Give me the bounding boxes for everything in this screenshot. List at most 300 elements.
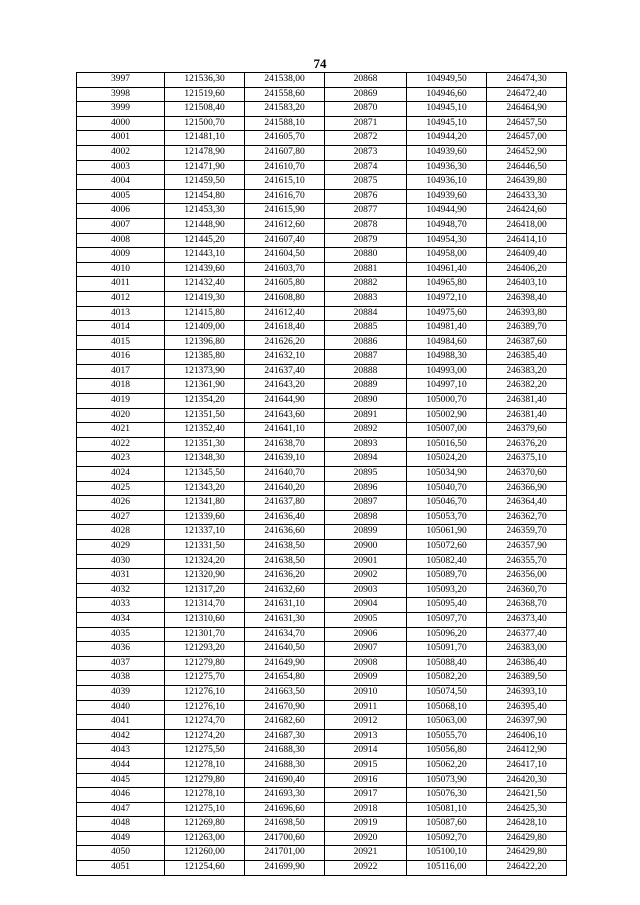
y-coordinate-left: 241649,90 (245, 656, 325, 671)
x-coordinate-right: 105007,00 (407, 423, 487, 438)
point-number-right: 20907 (325, 642, 407, 657)
point-number-left: 4035 (77, 627, 165, 642)
point-number-left: 4007 (77, 218, 165, 233)
x-coordinate-right: 105081,10 (407, 802, 487, 817)
x-coordinate-left: 121269,80 (165, 817, 245, 832)
y-coordinate-left: 241626,20 (245, 335, 325, 350)
y-coordinate-right: 246381,40 (487, 394, 567, 409)
table-row (77, 335, 567, 350)
point-number-left: 4017 (77, 364, 165, 379)
point-number-left: 4005 (77, 189, 165, 204)
point-number-right: 20913 (325, 729, 407, 744)
y-coordinate-left: 241615,90 (245, 204, 325, 219)
y-coordinate-left: 241670,90 (245, 700, 325, 715)
point-number-left: 4045 (77, 773, 165, 788)
table-row (77, 496, 567, 511)
point-number-left: 4025 (77, 481, 165, 496)
x-coordinate-left: 121345,50 (165, 467, 245, 482)
point-number-right: 20880 (325, 248, 407, 263)
point-number-right: 20882 (325, 277, 407, 292)
point-number-left: 4024 (77, 467, 165, 482)
y-coordinate-right: 246386,40 (487, 656, 567, 671)
table-row (77, 364, 567, 379)
y-coordinate-right: 246397,90 (487, 715, 567, 730)
point-number-right: 20879 (325, 233, 407, 248)
y-coordinate-right: 246383,00 (487, 642, 567, 657)
point-number-left: 4037 (77, 656, 165, 671)
table-row (77, 452, 567, 467)
point-number-left: 4015 (77, 335, 165, 350)
point-number-left: 4009 (77, 248, 165, 263)
point-number-right: 20909 (325, 671, 407, 686)
point-number-left: 4050 (77, 846, 165, 861)
point-number-right: 20906 (325, 627, 407, 642)
point-number-left: 4026 (77, 496, 165, 511)
coordinates-table (76, 72, 567, 876)
x-coordinate-left: 121361,90 (165, 379, 245, 394)
x-coordinate-right: 105016,50 (407, 437, 487, 452)
point-number-right: 20886 (325, 335, 407, 350)
point-number-right: 20896 (325, 481, 407, 496)
point-number-left: 4020 (77, 408, 165, 423)
point-number-left: 4012 (77, 291, 165, 306)
y-coordinate-left: 241636,20 (245, 569, 325, 584)
table-row (77, 379, 567, 394)
y-coordinate-right: 246360,70 (487, 583, 567, 598)
y-coordinate-left: 241699,90 (245, 861, 325, 876)
point-number-right: 20878 (325, 218, 407, 233)
y-coordinate-right: 246362,70 (487, 510, 567, 525)
x-coordinate-right: 105040,70 (407, 481, 487, 496)
point-number-right: 20921 (325, 846, 407, 861)
x-coordinate-left: 121275,70 (165, 671, 245, 686)
y-coordinate-right: 246421,50 (487, 788, 567, 803)
x-coordinate-right: 105082,40 (407, 554, 487, 569)
x-coordinate-left: 121293,20 (165, 642, 245, 657)
x-coordinate-left: 121481,10 (165, 131, 245, 146)
y-coordinate-right: 246414,10 (487, 233, 567, 248)
y-coordinate-left: 241638,50 (245, 554, 325, 569)
point-number-right: 20873 (325, 145, 407, 160)
x-coordinate-right: 104961,40 (407, 262, 487, 277)
y-coordinate-right: 246389,70 (487, 321, 567, 336)
y-coordinate-left: 241631,30 (245, 612, 325, 627)
point-number-left: 4051 (77, 861, 165, 876)
table-row (77, 729, 567, 744)
x-coordinate-left: 121278,10 (165, 758, 245, 773)
point-number-left: 4046 (77, 788, 165, 803)
x-coordinate-left: 121448,90 (165, 218, 245, 233)
y-coordinate-right: 246425,30 (487, 802, 567, 817)
y-coordinate-left: 241643,20 (245, 379, 325, 394)
x-coordinate-right: 104944,20 (407, 131, 487, 146)
y-coordinate-left: 241631,10 (245, 598, 325, 613)
y-coordinate-right: 246412,90 (487, 744, 567, 759)
point-number-right: 20884 (325, 306, 407, 321)
point-number-right: 20898 (325, 510, 407, 525)
y-coordinate-left: 241632,10 (245, 350, 325, 365)
x-coordinate-right: 104949,50 (407, 73, 487, 88)
x-coordinate-left: 121276,10 (165, 700, 245, 715)
table-row (77, 846, 567, 861)
point-number-left: 4040 (77, 700, 165, 715)
table-row (77, 233, 567, 248)
x-coordinate-left: 121373,90 (165, 364, 245, 379)
point-number-left: 4048 (77, 817, 165, 832)
table-row (77, 467, 567, 482)
x-coordinate-left: 121500,70 (165, 116, 245, 131)
point-number-right: 20893 (325, 437, 407, 452)
x-coordinate-left: 121352,40 (165, 423, 245, 438)
y-coordinate-left: 241640,70 (245, 467, 325, 482)
point-number-right: 20922 (325, 861, 407, 876)
x-coordinate-right: 105046,70 (407, 496, 487, 511)
table-row (77, 773, 567, 788)
y-coordinate-right: 246389,50 (487, 671, 567, 686)
point-number-left: 4000 (77, 116, 165, 131)
y-coordinate-right: 246377,40 (487, 627, 567, 642)
y-coordinate-left: 241605,70 (245, 131, 325, 146)
table-row (77, 350, 567, 365)
y-coordinate-left: 241682,60 (245, 715, 325, 730)
x-coordinate-left: 121354,20 (165, 394, 245, 409)
y-coordinate-right: 246376,20 (487, 437, 567, 452)
y-coordinate-left: 241654,80 (245, 671, 325, 686)
x-coordinate-right: 105072,60 (407, 540, 487, 555)
x-coordinate-left: 121275,50 (165, 744, 245, 759)
y-coordinate-right: 246393,80 (487, 306, 567, 321)
y-coordinate-left: 241640,20 (245, 481, 325, 496)
x-coordinate-right: 105088,40 (407, 656, 487, 671)
y-coordinate-right: 246357,90 (487, 540, 567, 555)
x-coordinate-left: 121263,00 (165, 831, 245, 846)
x-coordinate-left: 121445,20 (165, 233, 245, 248)
x-coordinate-left: 121276,10 (165, 685, 245, 700)
y-coordinate-right: 246355,70 (487, 554, 567, 569)
y-coordinate-right: 246356,00 (487, 569, 567, 584)
y-coordinate-left: 241663,50 (245, 685, 325, 700)
table-row (77, 569, 567, 584)
page-number: 74 (313, 56, 327, 71)
y-coordinate-right: 246420,30 (487, 773, 567, 788)
table-row (77, 671, 567, 686)
y-coordinate-right: 246428,10 (487, 817, 567, 832)
y-coordinate-left: 241634,70 (245, 627, 325, 642)
point-number-left: 3999 (77, 102, 165, 117)
point-number-right: 20919 (325, 817, 407, 832)
table-row (77, 262, 567, 277)
y-coordinate-left: 241618,40 (245, 321, 325, 336)
y-coordinate-right: 246370,60 (487, 467, 567, 482)
y-coordinate-right: 246422,20 (487, 861, 567, 876)
x-coordinate-right: 104972,10 (407, 291, 487, 306)
y-coordinate-right: 246457,00 (487, 131, 567, 146)
point-number-left: 4013 (77, 306, 165, 321)
y-coordinate-left: 241638,70 (245, 437, 325, 452)
y-coordinate-left: 241604,50 (245, 248, 325, 263)
table-row (77, 175, 567, 190)
x-coordinate-right: 105082,20 (407, 671, 487, 686)
table-row (77, 73, 567, 88)
y-coordinate-right: 246439,80 (487, 175, 567, 190)
y-coordinate-left: 241636,60 (245, 525, 325, 540)
table-row (77, 218, 567, 233)
y-coordinate-right: 246429,80 (487, 831, 567, 846)
y-coordinate-left: 241637,40 (245, 364, 325, 379)
point-number-right: 20888 (325, 364, 407, 379)
x-coordinate-right: 105056,80 (407, 744, 487, 759)
point-number-left: 4036 (77, 642, 165, 657)
point-number-right: 20912 (325, 715, 407, 730)
y-coordinate-right: 246457,50 (487, 116, 567, 131)
y-coordinate-right: 246364,40 (487, 496, 567, 511)
x-coordinate-left: 121341,80 (165, 496, 245, 511)
table-row (77, 744, 567, 759)
x-coordinate-right: 105061,90 (407, 525, 487, 540)
point-number-left: 4032 (77, 583, 165, 598)
point-number-right: 20915 (325, 758, 407, 773)
y-coordinate-right: 246446,50 (487, 160, 567, 175)
point-number-left: 4014 (77, 321, 165, 336)
point-number-right: 20876 (325, 189, 407, 204)
point-number-left: 4039 (77, 685, 165, 700)
x-coordinate-left: 121314,70 (165, 598, 245, 613)
point-number-right: 20872 (325, 131, 407, 146)
y-coordinate-left: 241698,50 (245, 817, 325, 832)
y-coordinate-left: 241690,40 (245, 773, 325, 788)
point-number-right: 20891 (325, 408, 407, 423)
x-coordinate-right: 105087,60 (407, 817, 487, 832)
x-coordinate-right: 104965,80 (407, 277, 487, 292)
y-coordinate-right: 246375,10 (487, 452, 567, 467)
x-coordinate-left: 121310,60 (165, 612, 245, 627)
y-coordinate-left: 241607,40 (245, 233, 325, 248)
y-coordinate-right: 246393,10 (487, 685, 567, 700)
table-row (77, 116, 567, 131)
point-number-left: 4003 (77, 160, 165, 175)
table-row (77, 423, 567, 438)
y-coordinate-right: 246464,90 (487, 102, 567, 117)
y-coordinate-left: 241607,80 (245, 145, 325, 160)
point-number-right: 20870 (325, 102, 407, 117)
y-coordinate-left: 241615,10 (245, 175, 325, 190)
y-coordinate-left: 241638,50 (245, 540, 325, 555)
point-number-left: 4034 (77, 612, 165, 627)
y-coordinate-left: 241700,60 (245, 831, 325, 846)
point-number-right: 20908 (325, 656, 407, 671)
point-number-left: 4022 (77, 437, 165, 452)
y-coordinate-right: 246429,80 (487, 846, 567, 861)
table-row (77, 802, 567, 817)
y-coordinate-left: 241693,30 (245, 788, 325, 803)
point-number-left: 4016 (77, 350, 165, 365)
table-row (77, 612, 567, 627)
table-row (77, 656, 567, 671)
table-row (77, 540, 567, 555)
x-coordinate-right: 104975,60 (407, 306, 487, 321)
table-row (77, 554, 567, 569)
x-coordinate-right: 104997,10 (407, 379, 487, 394)
x-coordinate-left: 121254,60 (165, 861, 245, 876)
x-coordinate-right: 104946,60 (407, 87, 487, 102)
point-number-right: 20895 (325, 467, 407, 482)
table-row (77, 408, 567, 423)
y-coordinate-left: 241616,70 (245, 189, 325, 204)
x-coordinate-left: 121278,10 (165, 788, 245, 803)
table-row (77, 291, 567, 306)
point-number-left: 4049 (77, 831, 165, 846)
x-coordinate-right: 105073,90 (407, 773, 487, 788)
y-coordinate-left: 241644,90 (245, 394, 325, 409)
x-coordinate-right: 104936,30 (407, 160, 487, 175)
y-coordinate-right: 246382,20 (487, 379, 567, 394)
table-row (77, 758, 567, 773)
point-number-right: 20903 (325, 583, 407, 598)
x-coordinate-left: 121279,80 (165, 773, 245, 788)
y-coordinate-right: 246387,60 (487, 335, 567, 350)
x-coordinate-left: 121396,80 (165, 335, 245, 350)
point-number-right: 20871 (325, 116, 407, 131)
point-number-left: 4010 (77, 262, 165, 277)
y-coordinate-left: 241605,80 (245, 277, 325, 292)
y-coordinate-right: 246403,10 (487, 277, 567, 292)
table-row (77, 525, 567, 540)
point-number-left: 4042 (77, 729, 165, 744)
point-number-left: 4044 (77, 758, 165, 773)
y-coordinate-left: 241632,60 (245, 583, 325, 598)
x-coordinate-right: 105076,30 (407, 788, 487, 803)
point-number-right: 20905 (325, 612, 407, 627)
table-row (77, 248, 567, 263)
point-number-left: 4041 (77, 715, 165, 730)
table-row (77, 204, 567, 219)
table-row (77, 277, 567, 292)
point-number-right: 20883 (325, 291, 407, 306)
x-coordinate-left: 121275,10 (165, 802, 245, 817)
table-row (77, 160, 567, 175)
x-coordinate-left: 121409,00 (165, 321, 245, 336)
y-coordinate-left: 241636,40 (245, 510, 325, 525)
y-coordinate-left: 241588,10 (245, 116, 325, 131)
y-coordinate-right: 246417,10 (487, 758, 567, 773)
x-coordinate-right: 104954,30 (407, 233, 487, 248)
x-coordinate-right: 104939,60 (407, 145, 487, 160)
table-row (77, 87, 567, 102)
table-row (77, 306, 567, 321)
y-coordinate-right: 246433,30 (487, 189, 567, 204)
x-coordinate-left: 121260,00 (165, 846, 245, 861)
table-row (77, 102, 567, 117)
y-coordinate-right: 246373,40 (487, 612, 567, 627)
x-coordinate-left: 121351,30 (165, 437, 245, 452)
y-coordinate-right: 246424,60 (487, 204, 567, 219)
x-coordinate-right: 104984,60 (407, 335, 487, 350)
point-number-left: 3997 (77, 73, 165, 88)
point-number-left: 4038 (77, 671, 165, 686)
y-coordinate-right: 246452,90 (487, 145, 567, 160)
x-coordinate-left: 121453,30 (165, 204, 245, 219)
y-coordinate-right: 246406,10 (487, 729, 567, 744)
point-number-left: 3998 (77, 87, 165, 102)
x-coordinate-right: 104945,10 (407, 102, 487, 117)
x-coordinate-left: 121459,50 (165, 175, 245, 190)
x-coordinate-right: 105055,70 (407, 729, 487, 744)
x-coordinate-right: 104936,10 (407, 175, 487, 190)
point-number-right: 20900 (325, 540, 407, 555)
point-number-right: 20894 (325, 452, 407, 467)
table-row (77, 685, 567, 700)
x-coordinate-right: 105068,10 (407, 700, 487, 715)
point-number-right: 20892 (325, 423, 407, 438)
point-number-left: 4001 (77, 131, 165, 146)
y-coordinate-left: 241640,50 (245, 642, 325, 657)
y-coordinate-right: 246472,40 (487, 87, 567, 102)
point-number-left: 4023 (77, 452, 165, 467)
table-row (77, 131, 567, 146)
y-coordinate-left: 241641,10 (245, 423, 325, 438)
x-coordinate-right: 104944,90 (407, 204, 487, 219)
x-coordinate-left: 121317,20 (165, 583, 245, 598)
table-row (77, 642, 567, 657)
x-coordinate-left: 121339,60 (165, 510, 245, 525)
y-coordinate-left: 241688,30 (245, 758, 325, 773)
point-number-left: 4019 (77, 394, 165, 409)
point-number-right: 20899 (325, 525, 407, 540)
point-number-right: 20902 (325, 569, 407, 584)
x-coordinate-right: 104948,70 (407, 218, 487, 233)
point-number-right: 20914 (325, 744, 407, 759)
point-number-right: 20920 (325, 831, 407, 846)
x-coordinate-right: 104958,00 (407, 248, 487, 263)
x-coordinate-right: 105074,50 (407, 685, 487, 700)
x-coordinate-left: 121508,40 (165, 102, 245, 117)
point-number-right: 20901 (325, 554, 407, 569)
y-coordinate-left: 241643,60 (245, 408, 325, 423)
point-number-right: 20868 (325, 73, 407, 88)
point-number-right: 20904 (325, 598, 407, 613)
x-coordinate-right: 105034,90 (407, 467, 487, 482)
x-coordinate-left: 121348,30 (165, 452, 245, 467)
point-number-left: 4029 (77, 540, 165, 555)
x-coordinate-right: 105093,20 (407, 583, 487, 598)
y-coordinate-right: 246418,00 (487, 218, 567, 233)
point-number-left: 4047 (77, 802, 165, 817)
y-coordinate-right: 246366,90 (487, 481, 567, 496)
y-coordinate-right: 246406,20 (487, 262, 567, 277)
x-coordinate-right: 105092,70 (407, 831, 487, 846)
point-number-left: 4031 (77, 569, 165, 584)
y-coordinate-left: 241688,30 (245, 744, 325, 759)
y-coordinate-left: 241701,00 (245, 846, 325, 861)
y-coordinate-left: 241696,60 (245, 802, 325, 817)
x-coordinate-left: 121331,50 (165, 540, 245, 555)
x-coordinate-left: 121471,90 (165, 160, 245, 175)
x-coordinate-right: 105116,00 (407, 861, 487, 876)
point-number-left: 4043 (77, 744, 165, 759)
y-coordinate-left: 241558,60 (245, 87, 325, 102)
y-coordinate-left: 241637,80 (245, 496, 325, 511)
x-coordinate-left: 121385,80 (165, 350, 245, 365)
x-coordinate-right: 105096,20 (407, 627, 487, 642)
x-coordinate-right: 104939,60 (407, 189, 487, 204)
y-coordinate-left: 241538,00 (245, 73, 325, 88)
table-row (77, 510, 567, 525)
point-number-right: 20887 (325, 350, 407, 365)
y-coordinate-left: 241639,10 (245, 452, 325, 467)
x-coordinate-right: 105053,70 (407, 510, 487, 525)
table-row (77, 321, 567, 336)
x-coordinate-right: 105091,70 (407, 642, 487, 657)
